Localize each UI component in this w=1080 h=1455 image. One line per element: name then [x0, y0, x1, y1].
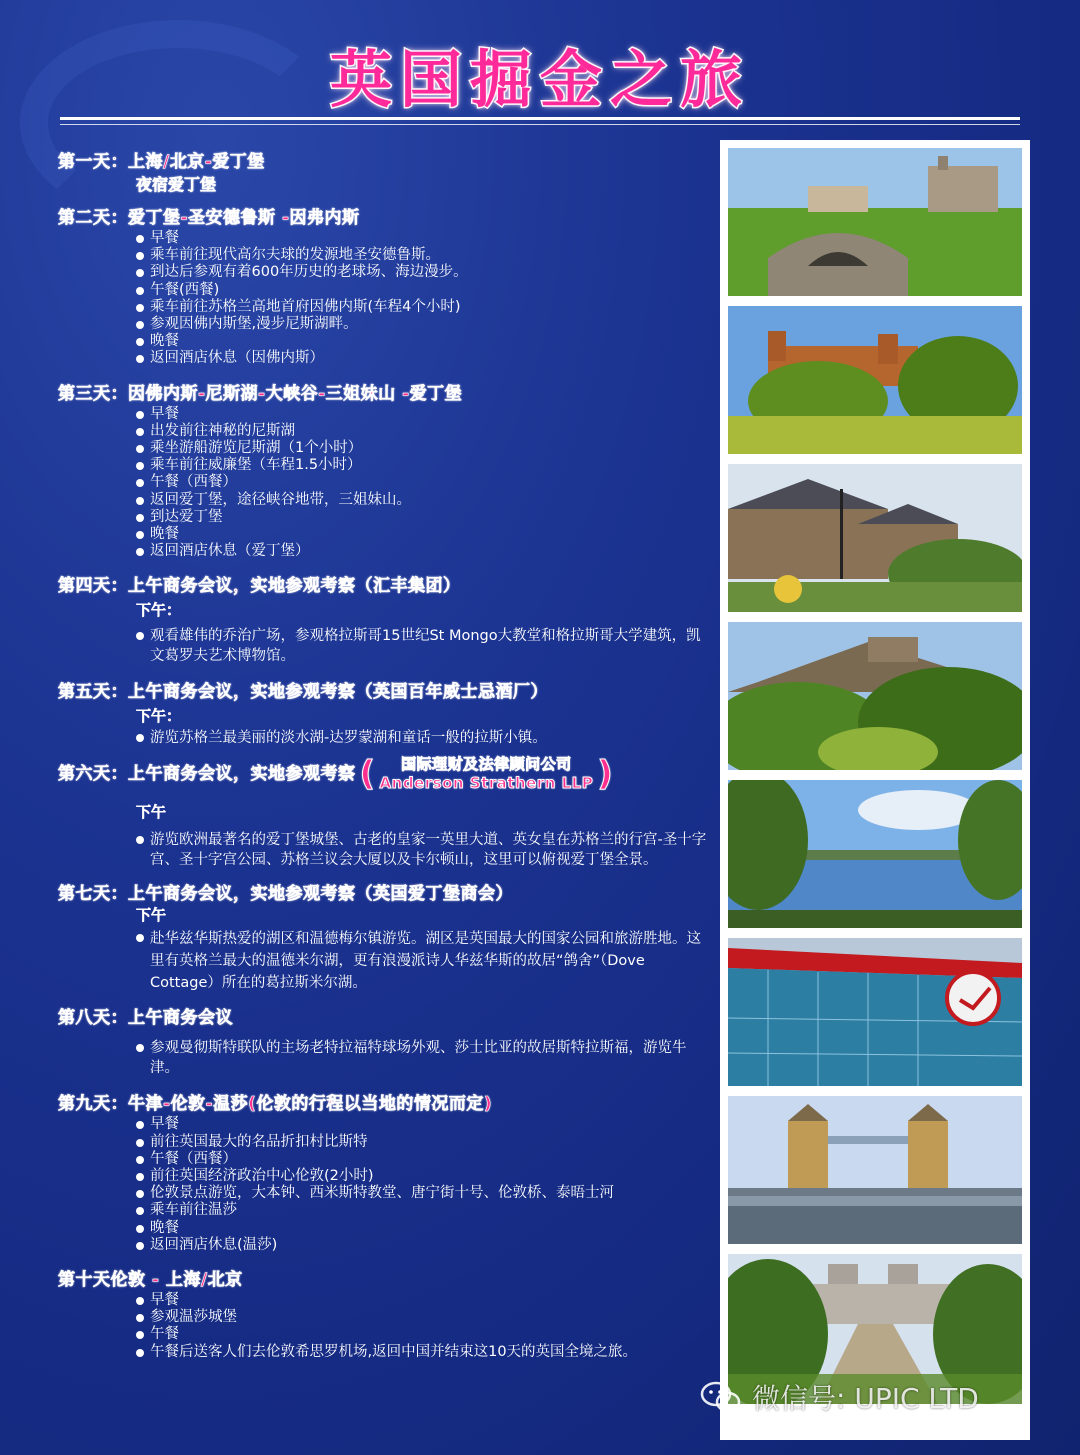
photo-loch-lake: [728, 780, 1022, 928]
activity-list: [136, 1292, 713, 1361]
photo-tower-bridge: [728, 1096, 1022, 1244]
day-route: 上午商务会议，实地参观考察: [128, 764, 356, 785]
list-item: 出发前往神秘的尼斯湖: [136, 423, 713, 440]
afternoon-label: 下午：: [136, 707, 182, 726]
company-name-cn: 国际理财及法律顾问公司: [401, 755, 572, 774]
company-bracket: ( 国际理财及法律顾问公司 Anderson Strathern LLP ): [359, 754, 614, 795]
activity-list: [136, 1038, 713, 1078]
day-label: 第七天：: [58, 884, 128, 905]
list-item: 早餐: [136, 1292, 713, 1309]
day-label: 第三天：: [58, 383, 128, 404]
activity-list: [136, 406, 713, 561]
list-item: 晚餐: [136, 333, 713, 350]
itinerary: [58, 150, 713, 1367]
day-route: 伦敦 - 上海/北京: [110, 1270, 243, 1291]
afternoon-label: 下午：: [136, 601, 182, 620]
day-2: [58, 206, 713, 368]
day-7: [58, 882, 713, 994]
title-divider-thin: [60, 124, 1020, 125]
company-name-en: Anderson Strathern LLP: [379, 774, 594, 793]
list-item: 参观因佛内斯堡,漫步尼斯湖畔。: [136, 316, 713, 333]
list-item: 观看雄伟的乔治广场，参观格拉斯哥15世纪St Mongo大教堂和格拉斯哥大学建筑，凯文葛罗夫艺术博物馆。: [136, 626, 713, 666]
day-label: 第四天：: [58, 576, 128, 597]
day-3: [58, 382, 713, 561]
list-item: 晚餐: [136, 526, 713, 543]
photo-stone-cottages: [728, 464, 1022, 612]
photo-edinburgh-castle: [728, 622, 1022, 770]
list-item: 游览欧洲最著名的爱丁堡城堡、古老的皇家一英里大道、英女皇在苏格兰的行宫-圣十字宫、圣十字宫公园、苏格兰议会大厦以及卡尔顿山，这里可以俯视爱丁堡全景。: [136, 830, 713, 870]
day-route: 因佛内斯-尼斯湖-大峡谷-三姐妹山 -爱丁堡: [128, 383, 463, 404]
list-item: 游览苏格兰最美丽的淡水湖-达罗蒙湖和童话一般的拉斯小镇。: [136, 728, 713, 748]
list-item: 午餐: [136, 1326, 713, 1343]
day-9: [58, 1092, 713, 1254]
photo-strip: [720, 140, 1030, 1440]
list-item: 乘车前往温莎: [136, 1202, 713, 1219]
list-item: 赴华兹华斯热爱的湖区和温德梅尔镇游览。湖区是英国最大的国家公园和旅游胜地。这里有英格兰最大的温德米尔湖，更有浪漫派诗人华兹华斯的故居“鸽舍”（Dove Cottage）所在的葛拉斯米尔湖。: [136, 928, 713, 994]
wechat-icon: [700, 1379, 742, 1415]
list-item: 伦敦景点游览，大本钟、西米斯特教堂、唐宁街十号、伦敦桥、泰晤士河: [136, 1185, 713, 1202]
list-item: 乘车前往苏格兰高地首府因佛内斯(车程4个小时): [136, 299, 713, 316]
list-item: 到达后参观有着600年历史的老球场、海边漫步。: [136, 264, 713, 281]
day-label: 第五天：: [58, 682, 128, 703]
list-item: 晚餐: [136, 1220, 713, 1237]
list-item: 午餐后送客人们去伦敦希思罗机场,返回中国并结束这10天的英国全境之旅。: [136, 1344, 713, 1361]
list-item: 早餐: [136, 230, 713, 247]
day-label: 第二天：: [58, 208, 128, 228]
activity-list: [136, 626, 713, 666]
day-route: 上午商务会议: [128, 1008, 233, 1029]
photo-golf-course-bridge: [728, 148, 1022, 296]
day-label: 第八天：: [58, 1008, 128, 1029]
list-item: 返回酒店休息（爱丁堡）: [136, 543, 713, 560]
day-route: 牛津-伦敦-温莎(伦敦的行程以当地的情况而定): [128, 1094, 493, 1115]
list-item: 午餐（西餐）: [136, 1151, 713, 1168]
list-item: 午餐(西餐): [136, 282, 713, 299]
list-item: 乘车前往现代高尔夫球的发源地圣安德鲁斯。: [136, 247, 713, 264]
photo-stadium: [728, 938, 1022, 1086]
day-1: [58, 150, 713, 196]
day-5: [58, 680, 713, 748]
day-route: 上午商务会议，实地参观考察（英国爱丁堡商会）: [128, 884, 513, 905]
day-label: 第十天: [58, 1270, 111, 1291]
list-item: 乘车前往威廉堡（车程1.5小时）: [136, 457, 713, 474]
day-route: 上海/北京-爱丁堡: [128, 152, 265, 172]
list-item: 返回酒店休息(温莎): [136, 1237, 713, 1254]
list-item: 参观曼彻斯特联队的主场老特拉福特球场外观、莎士比亚的故居斯特拉斯福，游览牛津。: [136, 1038, 713, 1078]
list-item: 返回酒店休息（因佛内斯）: [136, 350, 713, 367]
list-item: 早餐: [136, 406, 713, 423]
day-6: [58, 754, 713, 870]
list-item: 参观温莎城堡: [136, 1309, 713, 1326]
activity-list: [136, 728, 713, 748]
list-item: 前往英国经济政治中心伦敦(2小时): [136, 1168, 713, 1185]
watermark-text: 微信号: UPIC LTD: [752, 1382, 979, 1415]
day-label: 第六天：: [58, 764, 128, 785]
day-4: [58, 574, 713, 666]
photo-inverness-castle: [728, 306, 1022, 454]
day-10: [58, 1268, 713, 1361]
day-route: 上午商务会议，实地参观考察（汇丰集团）: [128, 576, 461, 597]
day-route: 上午商务会议，实地参观考察（英国百年威士忌酒厂）: [128, 682, 548, 703]
title-divider: [60, 117, 1020, 120]
afternoon-label: 下午: [136, 906, 167, 925]
day-note: 夜宿爱丁堡: [136, 175, 217, 194]
activity-list: [136, 230, 713, 368]
list-item: 到达爱丁堡: [136, 509, 713, 526]
afternoon-label: 下午: [136, 803, 167, 822]
day-8: [58, 1006, 713, 1078]
activity-list: [136, 830, 713, 870]
activity-list: [136, 1116, 713, 1254]
list-item: 早餐: [136, 1116, 713, 1133]
day-label: 第九天：: [58, 1094, 128, 1115]
list-item: 返回爱丁堡，途径峡谷地带，三姐妹山。: [136, 492, 713, 509]
list-item: 前往英国最大的名品折扣村比斯特: [136, 1134, 713, 1151]
day-route: 爱丁堡-圣安德鲁斯 -因弗内斯: [128, 208, 360, 228]
day-label: 第一天：: [58, 152, 128, 172]
list-item: 午餐（西餐）: [136, 474, 713, 491]
wechat-watermark: [700, 1375, 1060, 1419]
page-title: 英国掘金之旅: [329, 43, 750, 116]
list-item: 乘坐游船游览尼斯湖（1个小时）: [136, 440, 713, 457]
activity-list: [136, 928, 713, 994]
